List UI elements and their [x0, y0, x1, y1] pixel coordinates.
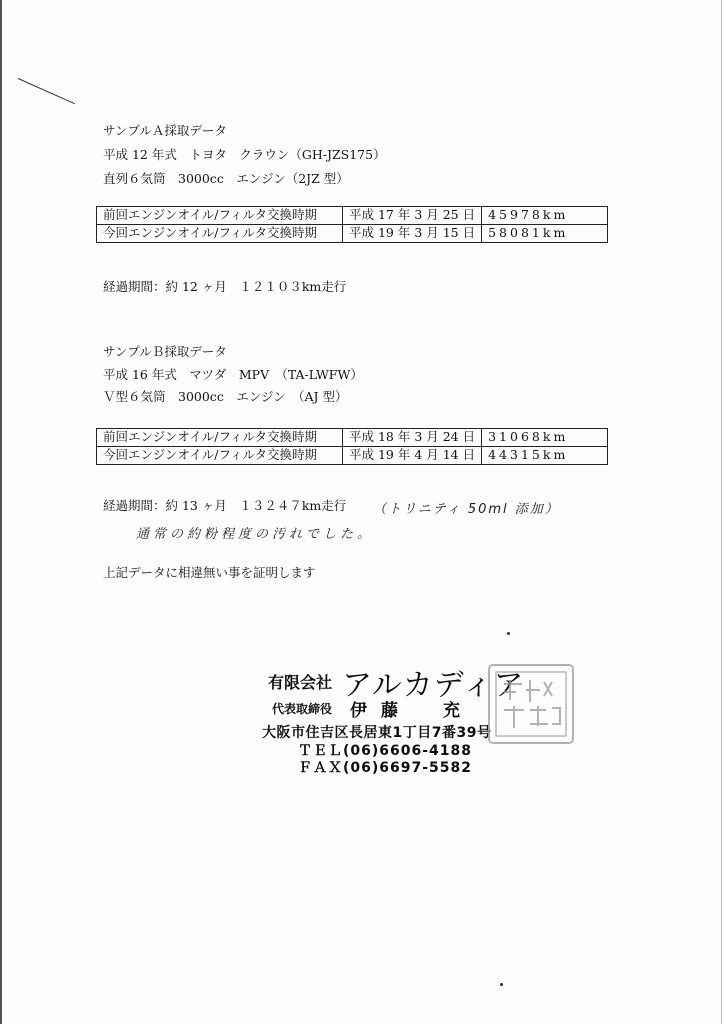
table-cell-km: 45978km — [482, 207, 608, 225]
sample-a-table — [96, 206, 608, 243]
company-name: アルカディア — [342, 668, 525, 703]
sample-b-heading: サンプルＢ採取データ — [103, 344, 227, 359]
certification-statement: 上記データに相違無い事を証明します — [103, 565, 316, 580]
table-cell-km: 58081km — [482, 225, 608, 243]
table-row — [97, 225, 608, 243]
sample-a-engine: 直列６気筒 3000cc エンジン（2JZ 型） — [103, 171, 349, 186]
table-cell-label: 前回エンジンオイル/フィルタ交換時期 — [97, 429, 343, 447]
table-cell-label: 今回エンジンオイル/フィルタ交換時期 — [97, 447, 343, 465]
sample-b-vehicle: 平成 16 年式 マツダ MPV （TA-LWFW） — [103, 367, 363, 382]
table-cell-label: 前回エンジンオイル/フィルタ交換時期 — [97, 207, 343, 225]
sample-a-vehicle: 平成 12 年式 トヨタ クラウン（GH-JZS175） — [103, 147, 386, 162]
company-seal-stamp — [488, 664, 574, 744]
table-row — [97, 207, 608, 225]
table-cell-date: 平成 17 年 3 月 25 日 — [343, 207, 482, 225]
table-row — [97, 447, 608, 465]
company-kind: 有限会社 — [268, 673, 333, 692]
representative-title: 代表取締役 — [272, 702, 333, 716]
sample-a-heading: サンプルＡ採取データ — [103, 123, 227, 138]
table-cell-km: 44315km — [482, 447, 608, 465]
table-row — [97, 429, 608, 447]
sample-b-elapsed: 経過期間：約 13 ヶ月 １３２４７km走行 — [103, 498, 347, 513]
company-fax: ＦＡＸ(06)6697-5582 — [298, 760, 473, 776]
sample-b-engine: Ｖ型６気筒 3000cc エンジン （AJ 型） — [103, 389, 348, 404]
handwritten-additive-note: （トリニティ 50ml 添加） — [373, 502, 560, 517]
table-cell-date: 平成 19 年 4 月 14 日 — [343, 447, 482, 465]
company-address: 大阪市住吉区長居東1丁目7番39号 — [262, 725, 492, 741]
representative-name: 伊藤 充 — [350, 701, 474, 721]
table-cell-km: 31068km — [482, 429, 608, 447]
sample-b-table — [96, 428, 608, 465]
table-cell-date: 平成 19 年 3 月 15 日 — [343, 225, 482, 243]
table-cell-date: 平成 18 年 3 月 24 日 — [343, 429, 482, 447]
handwritten-comment: 通常の約粉程度の汚れでした。 — [136, 527, 375, 542]
scan-speck — [507, 632, 510, 635]
sample-a-elapsed: 経過期間：約 12 ヶ月 １２１０３km走行 — [103, 279, 347, 294]
table-cell-label: 今回エンジンオイル/フィルタ交換時期 — [97, 225, 343, 243]
company-tel: ＴＥＬ(06)6606-4188 — [298, 743, 473, 759]
stray-pen-mark — [18, 78, 75, 104]
scan-speck — [500, 983, 503, 986]
scan-edge — [0, 0, 2, 1024]
scan-edge — [721, 0, 722, 1024]
